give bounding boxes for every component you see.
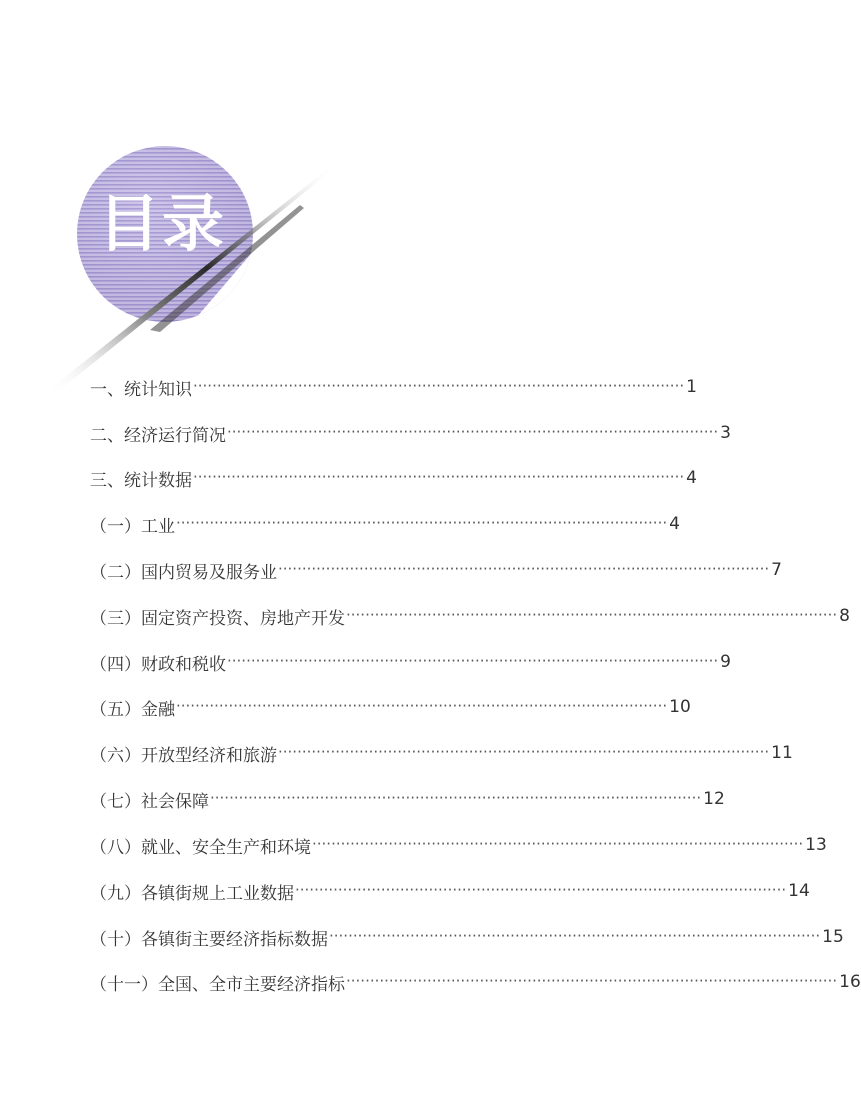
toc-entry-label: （六）开放型经济和旅游: [90, 745, 277, 766]
toc-entry-label: 三、统计数据: [90, 470, 192, 491]
toc-entry-page: 4: [669, 514, 680, 534]
toc-entry[interactable]: [90, 738, 793, 768]
toc-entry-page: 9: [720, 652, 731, 672]
toc-entry-page: 14: [788, 881, 810, 901]
toc-entry[interactable]: [90, 418, 731, 448]
toc-entry[interactable]: [90, 555, 782, 585]
toc-entry[interactable]: [90, 830, 827, 860]
leader-dots: ·······································································································: [346, 606, 838, 624]
toc-entry[interactable]: [90, 372, 697, 402]
toc-entry-label: 二、经济运行简况: [90, 425, 226, 446]
toc-entry-label: 一、统计知识: [90, 379, 192, 400]
leader-dots: ·······································································································: [346, 972, 838, 990]
toc-entry-page: 8: [839, 606, 850, 626]
leader-dots: ·······································································································: [329, 927, 821, 945]
toc-entry-label: （九）各镇街规上工业数据: [90, 883, 294, 904]
toc-entry-page: 4: [686, 468, 697, 488]
toc-entry[interactable]: [90, 967, 861, 997]
toc-entry-label: （一）工业: [90, 516, 175, 537]
leader-dots: ·······································································································: [278, 743, 770, 761]
leader-dots: ·······································································································: [193, 377, 685, 395]
toc-entry-label: （四）财政和税收: [90, 654, 226, 675]
toc-entry-page: 10: [669, 697, 691, 717]
toc-entry-page: 1: [686, 377, 697, 397]
toc-entry-label: （三）固定资产投资、房地产开发: [90, 608, 345, 629]
toc-entry-page: 13: [805, 835, 827, 855]
toc-entry[interactable]: [90, 463, 697, 493]
toc-entry-label: （八）就业、安全生产和环境: [90, 837, 311, 858]
leader-dots: ·······································································································: [193, 468, 685, 486]
page-title: 目录: [98, 187, 227, 260]
leader-dots: ·······································································································: [227, 423, 719, 441]
leader-dots: ·······································································································: [295, 881, 787, 899]
toc-entry[interactable]: [90, 784, 725, 814]
toc-entry-page: 3: [720, 423, 731, 443]
toc-entry[interactable]: [90, 876, 810, 906]
toc-entry[interactable]: [90, 647, 731, 677]
toc-entry-page: 11: [771, 743, 793, 763]
leader-dots: ·······································································································: [176, 514, 668, 532]
toc-entry-label: （十）各镇街主要经济指标数据: [90, 929, 328, 950]
toc-entry-page: 16: [839, 972, 861, 992]
leader-dots: ·······································································································: [210, 789, 702, 807]
leader-dots: ·······································································································: [176, 697, 668, 715]
leader-dots: ·······································································································: [227, 652, 719, 670]
toc-entry-label: （五）金融: [90, 699, 175, 720]
toc-entry-label: （二）国内贸易及服务业: [90, 562, 277, 583]
toc-entry[interactable]: [90, 922, 844, 952]
toc-entry-label: （七）社会保障: [90, 791, 209, 812]
toc-entry-page: 15: [822, 927, 844, 947]
leader-dots: ·······································································································: [312, 835, 804, 853]
toc-entry-page: 12: [703, 789, 725, 809]
leader-dots: ·······································································································: [278, 560, 770, 578]
toc-entry[interactable]: [90, 509, 680, 539]
toc-entry[interactable]: [90, 692, 691, 722]
toc-entry[interactable]: [90, 601, 850, 631]
toc-entry-label: （十一）全国、全市主要经济指标: [90, 974, 345, 995]
toc-entry-page: 7: [771, 560, 782, 580]
